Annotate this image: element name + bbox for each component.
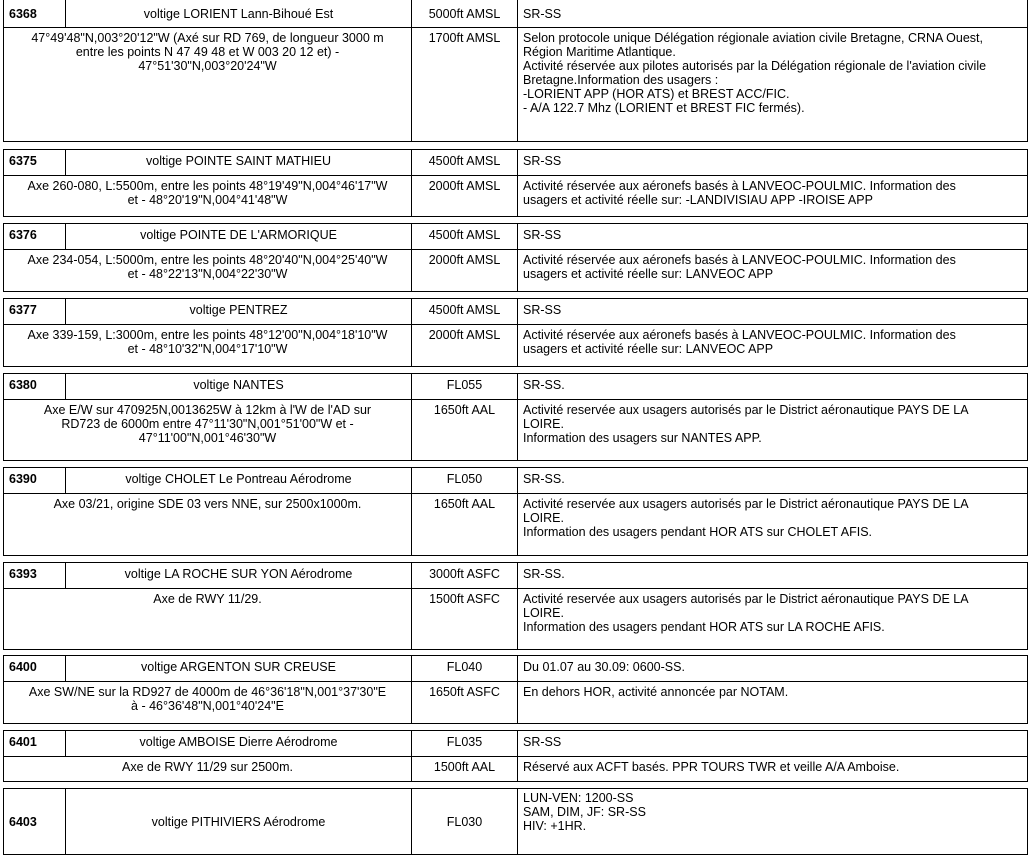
remarks [518,27,1027,141]
zone-entry-6390 [3,467,1028,556]
schedule: SR-SS. [523,472,565,486]
remark-line: Activité reservée aux usagers autorisés par le District aéronautique PAYS DE LA [523,497,969,511]
upper-limit: FL040 [412,656,518,681]
axis-description [4,27,412,141]
axis-line: 47°49'48"N,003°20'12"W (Axé sur RD 769, de longueur 3000 m [31,31,384,45]
lower-limit: 1500ft ASFC [412,588,518,649]
zone-id: 6403 [4,789,66,854]
remarks [518,756,1027,781]
zone-id: 6368 [4,0,66,27]
lower-limit: 1650ft AAL [412,399,518,460]
remarks [518,493,1027,555]
schedule: SR-SS [523,154,562,168]
axis-line: et - 48°22'13"N,004°22'30"W [127,267,288,281]
remarks [518,588,1027,649]
remark-line: LOIRE. [523,606,564,620]
zone-id: 6393 [4,563,66,588]
remark-line: Information des usagers sur NANTES APP. [523,431,762,445]
axis-description [4,324,412,366]
lower-limit: 2000ft AMSL [412,324,518,366]
remarks [518,681,1027,723]
zone-entry-6403 [3,788,1028,855]
zone-name: voltige CHOLET Le Pontreau Aérodrome [66,468,412,493]
zone-name: voltige PENTREZ [66,299,412,324]
zone-name: voltige AMBOISE Dierre Aérodrome [66,731,412,756]
zone-entry-6375 [3,149,1028,217]
remark-line: Selon protocole unique Délégation régionale aviation civile Bretagne, CRNA Ouest, [523,31,984,45]
zone-id: 6400 [4,656,66,681]
upper-limit: 5000ft AMSL [412,0,518,27]
schedule: SR-SS [523,7,562,21]
lower-limit: 2000ft AMSL [412,175,518,216]
axis-description [4,249,412,291]
remark-line: - A/A 122.7 Mhz (LORIENT et BREST FIC fermés). [523,101,805,115]
zone-id: 6380 [4,374,66,399]
zone-entry-6376 [3,223,1028,292]
remark-line: Région Maritime Atlantique. [523,45,676,59]
zone-entry-6368 [3,0,1028,142]
remark-line: Information des usagers pendant HOR ATS sur CHOLET AFIS. [523,525,872,539]
remark-line: Bretagne.Information des usagers : [523,73,719,87]
zone-name: voltige POINTE SAINT MATHIEU [66,150,412,175]
remark-line: Activité reservée aux usagers autorisés par le District aéronautique PAYS DE LA [523,403,969,417]
upper-limit: FL035 [412,731,518,756]
zone-id: 6401 [4,731,66,756]
upper-limit: FL030 [412,789,518,854]
remark-line: usagers et activité réelle sur: LANVEOC APP [523,342,774,356]
lower-limit: 2000ft AMSL [412,249,518,291]
remark-line: Activité réservée aux aéronefs basés à LANVEOC-POULMIC. Information des [523,179,956,193]
zone-name: voltige POINTE DE L'ARMORIQUE [66,224,412,249]
axis-line: Axe de RWY 11/29. [153,592,262,606]
upper-limit: 4500ft AMSL [412,299,518,324]
axis-description [4,175,412,216]
schedule: Du 01.07 au 30.09: 0600-SS. [523,660,685,674]
remarks [518,399,1027,460]
zone-name: voltige LORIENT Lann-Bihoué Est [66,0,412,27]
axis-line: 47°51'30"N,003°20'24"W [138,59,277,73]
remark-line: Activité réservée aux aéronefs basés à LANVEOC-POULMIC. Information des [523,328,956,342]
axis-line: Axe 339-159, L:3000m, entre les points 48°12'00"N,004°18'10"W [27,328,388,342]
axis-line: RD723 de 6000m entre 47°11'30"N,001°51'00"W et - [61,417,354,431]
schedule-line: SAM, DIM, JF: SR-SS [523,805,646,819]
remark-line: En dehors HOR, activité annoncée par NOTAM. [523,685,789,699]
lower-limit: 1500ft AAL [412,756,518,781]
remark-line: Réservé aux ACFT basés. PPR TOURS TWR et veille A/A Amboise. [523,760,900,774]
zone-entry-6400 [3,655,1028,724]
schedule-line: LUN-VEN: 1200-SS [523,791,634,805]
remark-line: -LORIENT APP (HOR ATS) et BREST ACC/FIC. [523,87,790,101]
lower-limit: 1650ft AAL [412,493,518,555]
zone-name: voltige NANTES [66,374,412,399]
upper-limit: 4500ft AMSL [412,224,518,249]
lower-limit: 1650ft ASFC [412,681,518,723]
schedule-line: HIV: +1HR. [523,819,587,833]
axis-description [4,493,412,555]
remarks [518,324,1027,366]
schedule: SR-SS [523,735,562,749]
remarks [518,175,1027,216]
remarks [518,249,1027,291]
lower-limit: 1700ft AMSL [412,27,518,141]
axis-line: et - 48°10'32"N,004°17'10"W [127,342,288,356]
upper-limit: FL055 [412,374,518,399]
remark-line: Activité réservée aux aéronefs basés à LANVEOC-POULMIC. Information des [523,253,956,267]
axis-description [4,756,412,781]
schedule: SR-SS. [523,378,565,392]
axis-line: Axe 03/21, origine SDE 03 vers NNE, sur 2500x1000m. [53,497,362,511]
zone-name: voltige LA ROCHE SUR YON Aérodrome [66,563,412,588]
axis-description [4,681,412,723]
schedule: SR-SS [523,228,562,242]
remark-line: LOIRE. [523,417,564,431]
axis-description [4,399,412,460]
zone-id: 6377 [4,299,66,324]
axis-line: Axe 234-054, L:5000m, entre les points 48°20'40"N,004°25'40"W [27,253,388,267]
axis-line: Axe de RWY 11/29 sur 2500m. [122,760,293,774]
axis-description [4,588,412,649]
schedule: SR-SS [523,303,562,317]
upper-limit: 4500ft AMSL [412,150,518,175]
axis-line: 47°11'00"N,001°46'30"W [138,431,277,445]
zone-name: voltige PITHIVIERS Aérodrome [66,789,412,854]
axis-line: entre les points N 47 49 48 et W 003 20 12 et) - [75,45,340,59]
remark-line: usagers et activité réelle sur: -LANDIVISIAU APP -IROISE APP [523,193,873,207]
axis-line: Axe E/W sur 470925N,0013625W à 12km à l'W de l'AD sur [43,403,372,417]
zone-entry-6380 [3,373,1028,461]
upper-limit: FL050 [412,468,518,493]
upper-limit: 3000ft ASFC [412,563,518,588]
remark-line: Activité reservée aux usagers autorisés par le District aéronautique PAYS DE LA [523,592,969,606]
schedule: SR-SS. [523,567,565,581]
remark-line: Information des usagers pendant HOR ATS sur LA ROCHE AFIS. [523,620,885,634]
axis-line: à - 46°36'48"N,001°40'24"E [131,699,284,713]
zone-id: 6376 [4,224,66,249]
zone-entry-6401 [3,730,1028,782]
axis-line: Axe SW/NE sur la RD927 de 4000m de 46°36'18"N,001°37'30"E [28,685,387,699]
zone-id: 6390 [4,468,66,493]
zone-entry-6393 [3,562,1028,650]
remark-line: usagers et activité réelle sur: LANVEOC APP [523,267,774,281]
remark-line: LOIRE. [523,511,564,525]
schedule [518,789,1027,854]
zone-entry-6377 [3,298,1028,367]
remark-line: Activité réservée aux pilotes autorisés par la Délégation régionale de l'aviation civile [523,59,987,73]
zone-name: voltige ARGENTON SUR CREUSE [66,656,412,681]
axis-line: et - 48°20'19"N,004°41'48"W [127,193,288,207]
zone-id: 6375 [4,150,66,175]
axis-line: Axe 260-080, L:5500m, entre les points 48°19'49"N,004°46'17"W [27,179,388,193]
